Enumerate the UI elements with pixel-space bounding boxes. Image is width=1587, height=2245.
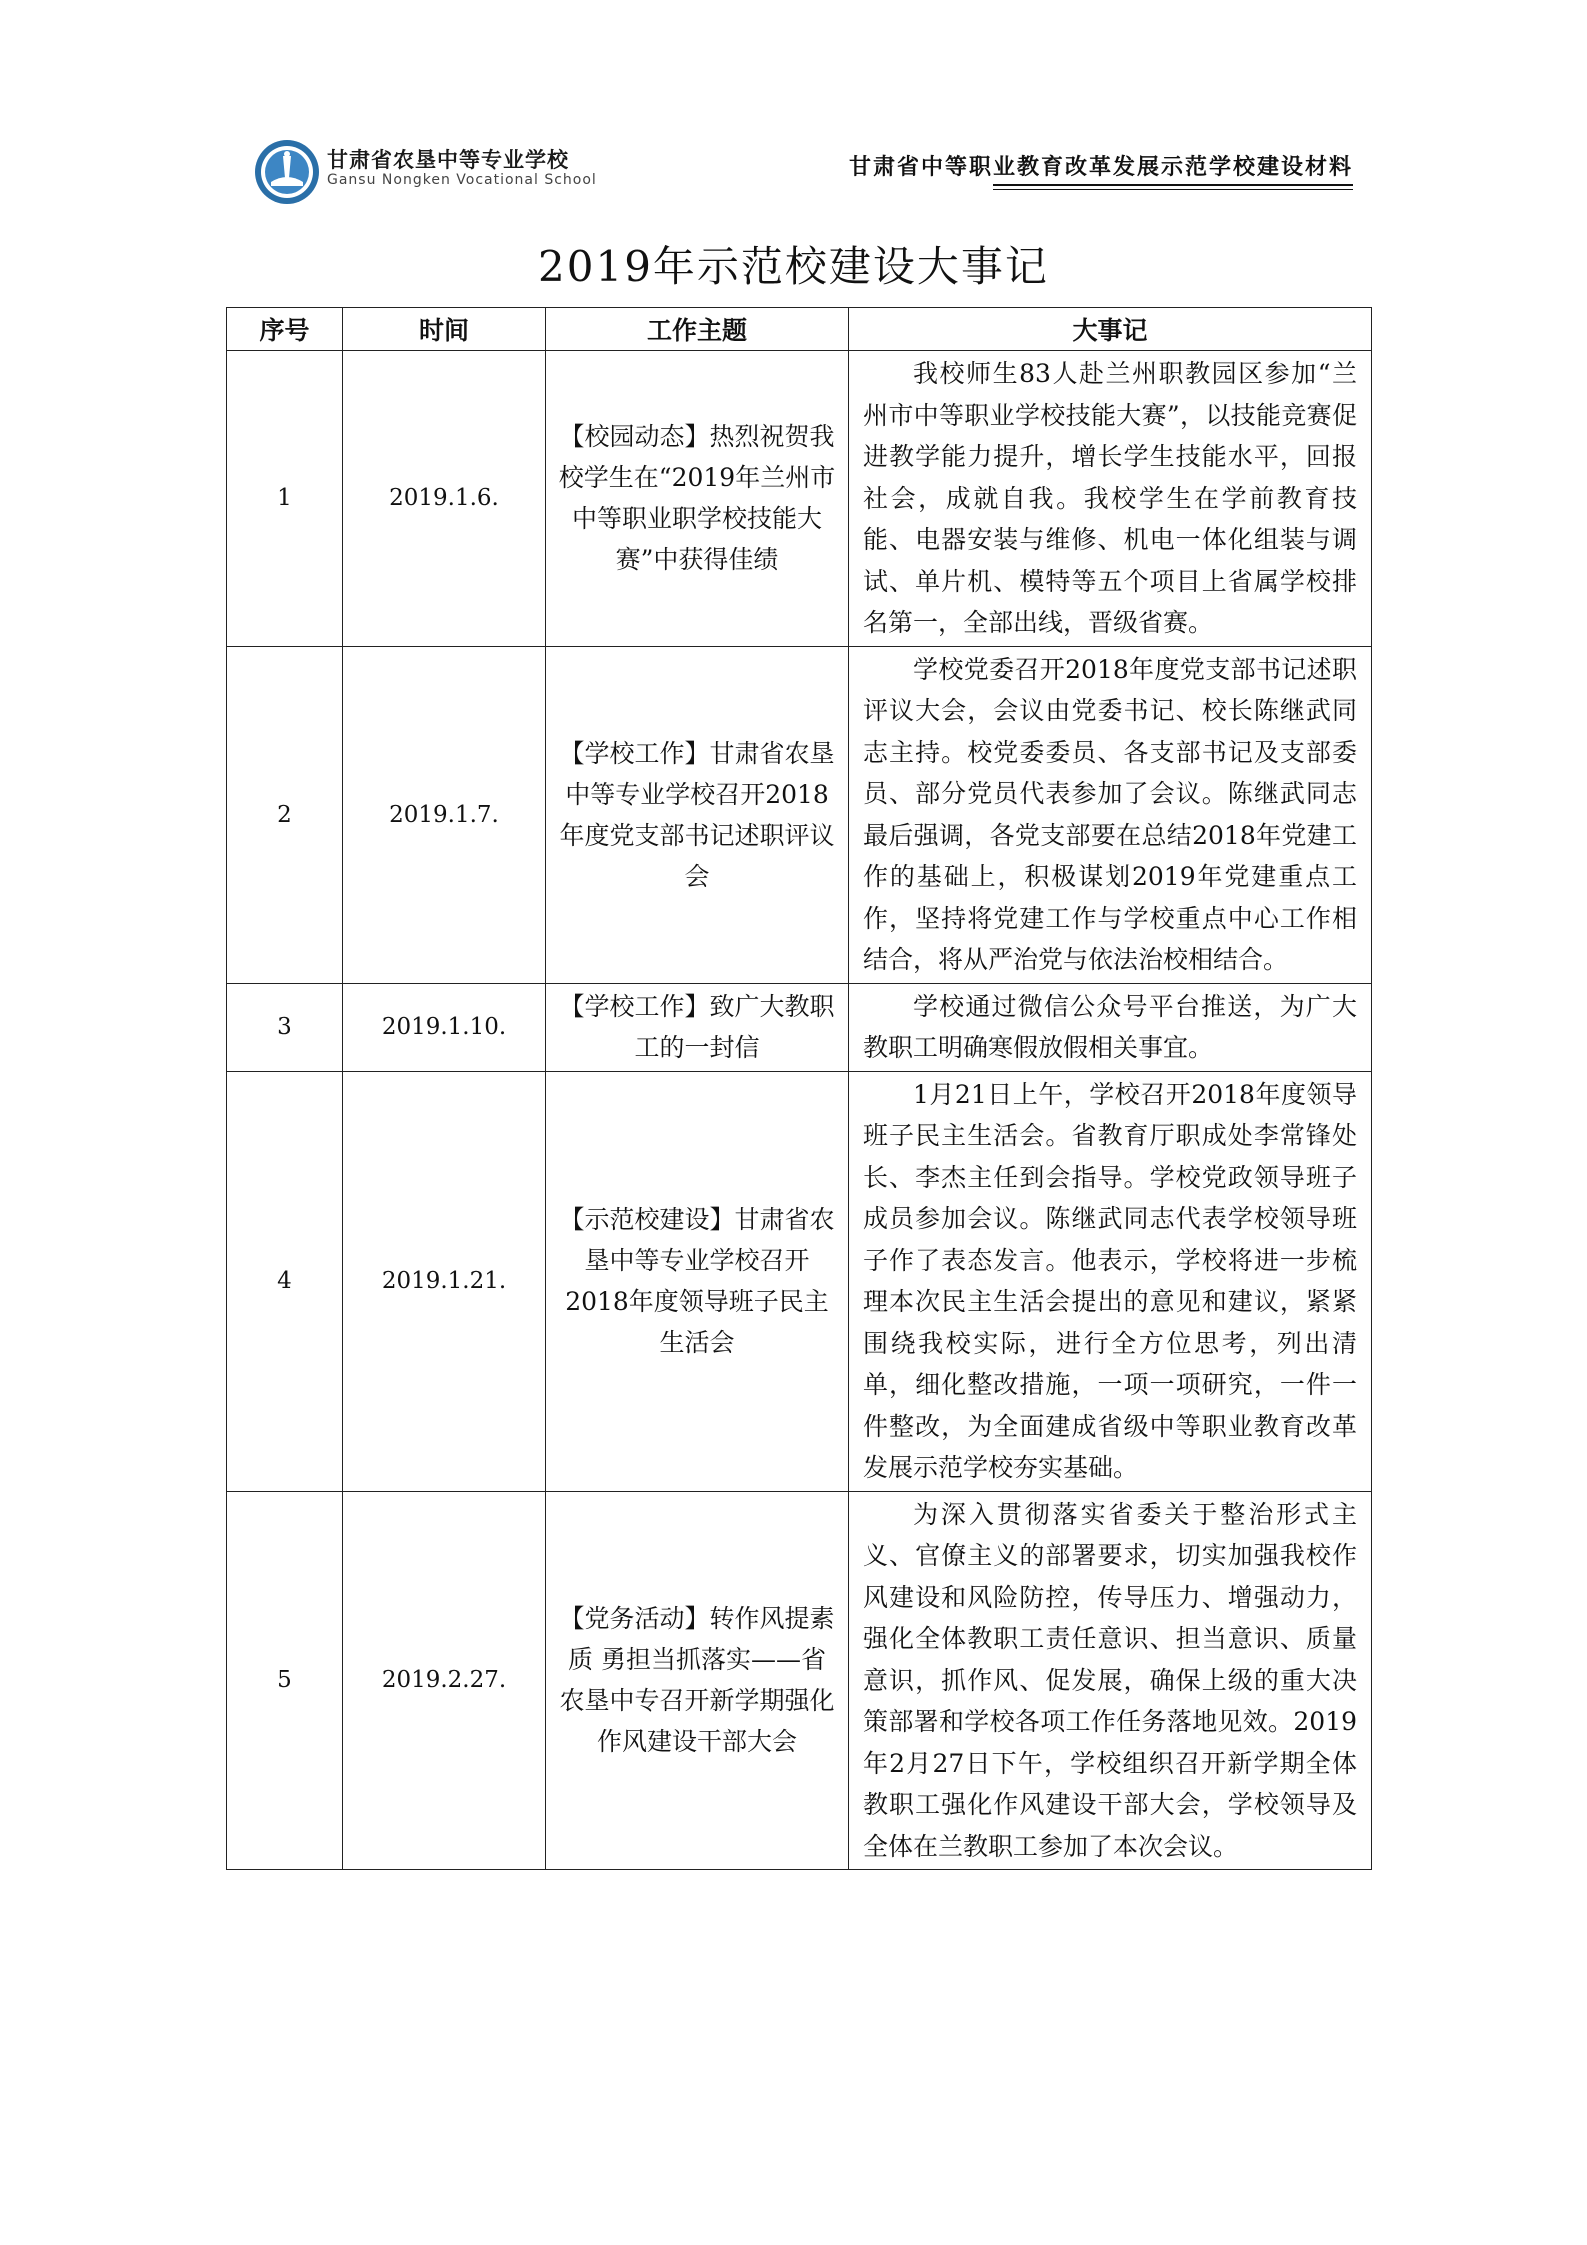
table-row	[227, 1071, 1372, 1491]
row-event: 学校通过微信公众号平台推送，为广大教职工明确寒假放假相关事宜。	[849, 983, 1372, 1071]
row-topic: 【党务活动】转作风提素质 勇担当抓落实——省农垦中专召开新学期强化作风建设干部大会	[546, 1491, 849, 1870]
row-topic: 【校园动态】热烈祝贺我校学生在“2019年兰州市中等职业职学校技能大赛”中获得佳绩	[546, 351, 849, 647]
project-title: 甘肃省中等职业教育改革发展示范学校建设材料	[848, 155, 1353, 180]
row-event: 为深入贯彻落实省委关于整治形式主义、官僚主义的部署要求，切实加强我校作风建设和风险防控，传导压力、增强动力，强化全体教职工责任意识、担当意识、质量意识，抓作风、促发展，确保上级的重大决策部署和学校各项工作任务落地见效。2019年2月27日下午，学校组织召开新学期全体教职工强化作风建设干部大会，学校领导及全体在兰教职工参加了本次会议。	[849, 1491, 1372, 1870]
row-date: 2019.1.10.	[343, 983, 546, 1071]
header-rule-thin	[993, 189, 1353, 190]
header-rule	[993, 184, 1353, 186]
row-topic: 【学校工作】甘肃省农垦中等专业学校召开2018年度党支部书记述职评议会	[546, 646, 849, 983]
row-number: 1	[227, 351, 343, 647]
school-name-cn: 甘肃省农垦中等专业学校	[327, 148, 569, 172]
row-number: 3	[227, 983, 343, 1071]
page-header	[253, 138, 1353, 188]
row-number: 4	[227, 1071, 343, 1491]
table-header-row	[227, 308, 1372, 351]
row-date: 2019.1.21.	[343, 1071, 546, 1491]
school-name-en: Gansu Nongken Vocational School	[327, 172, 597, 188]
table-row	[227, 351, 1372, 647]
row-event: 学校党委召开2018年度党支部书记述职评议大会，会议由党委书记、校长陈继武同志主持。校党委委员、各支部书记及支部委员、部分党员代表参加了会议。陈继武同志最后强调，各党支部要在总结2018年党建工作的基础上，积极谋划2019年党建重点工作，坚持将党建工作与学校重点中心工作相结合，将从严治党与依法治校相结合。	[849, 646, 1372, 983]
header-date: 时间	[343, 308, 546, 351]
row-date: 2019.1.6.	[343, 351, 546, 647]
table-row	[227, 983, 1372, 1071]
row-topic: 【示范校建设】甘肃省农垦中等专业学校召开2018年度领导班子民主生活会	[546, 1071, 849, 1491]
table-row	[227, 646, 1372, 983]
row-date: 2019.1.7.	[343, 646, 546, 983]
events-table	[226, 307, 1372, 1870]
header-event: 大事记	[849, 308, 1372, 351]
table-row	[227, 1491, 1372, 1870]
header-number: 序号	[227, 308, 343, 351]
row-date: 2019.2.27.	[343, 1491, 546, 1870]
row-number: 2	[227, 646, 343, 983]
header-topic: 工作主题	[546, 308, 849, 351]
row-topic: 【学校工作】致广大教职工的一封信	[546, 983, 849, 1071]
row-event: 我校师生83人赴兰州职教园区参加“兰州市中等职业学校技能大赛”，以技能竞赛促进教学能力提升，增长学生技能水平，回报社会，成就自我。我校学生在学前教育技能、电器安装与维修、机电一体化组装与调试、单片机、模特等五个项目上省属学校排名第一，全部出线，晋级省赛。	[849, 351, 1372, 647]
row-event: 1月21日上午，学校召开2018年度领导班子民主生活会。省教育厅职成处李常锋处长、李杰主任到会指导。学校党政领导班子成员参加会议。陈继武同志代表学校领导班子作了表态发言。他表示，学校将进一步梳理本次民主生活会提出的意见和建议，紧紧围绕我校实际，进行全方位思考，列出清单，细化整改措施，一项一项研究，一件一件整改，为全面建成省级中等职业教育改革发展示范学校夯实基础。	[849, 1071, 1372, 1491]
school-logo-icon	[253, 138, 321, 206]
row-number: 5	[227, 1491, 343, 1870]
page-title: 2019年示范校建设大事记	[538, 242, 1049, 291]
